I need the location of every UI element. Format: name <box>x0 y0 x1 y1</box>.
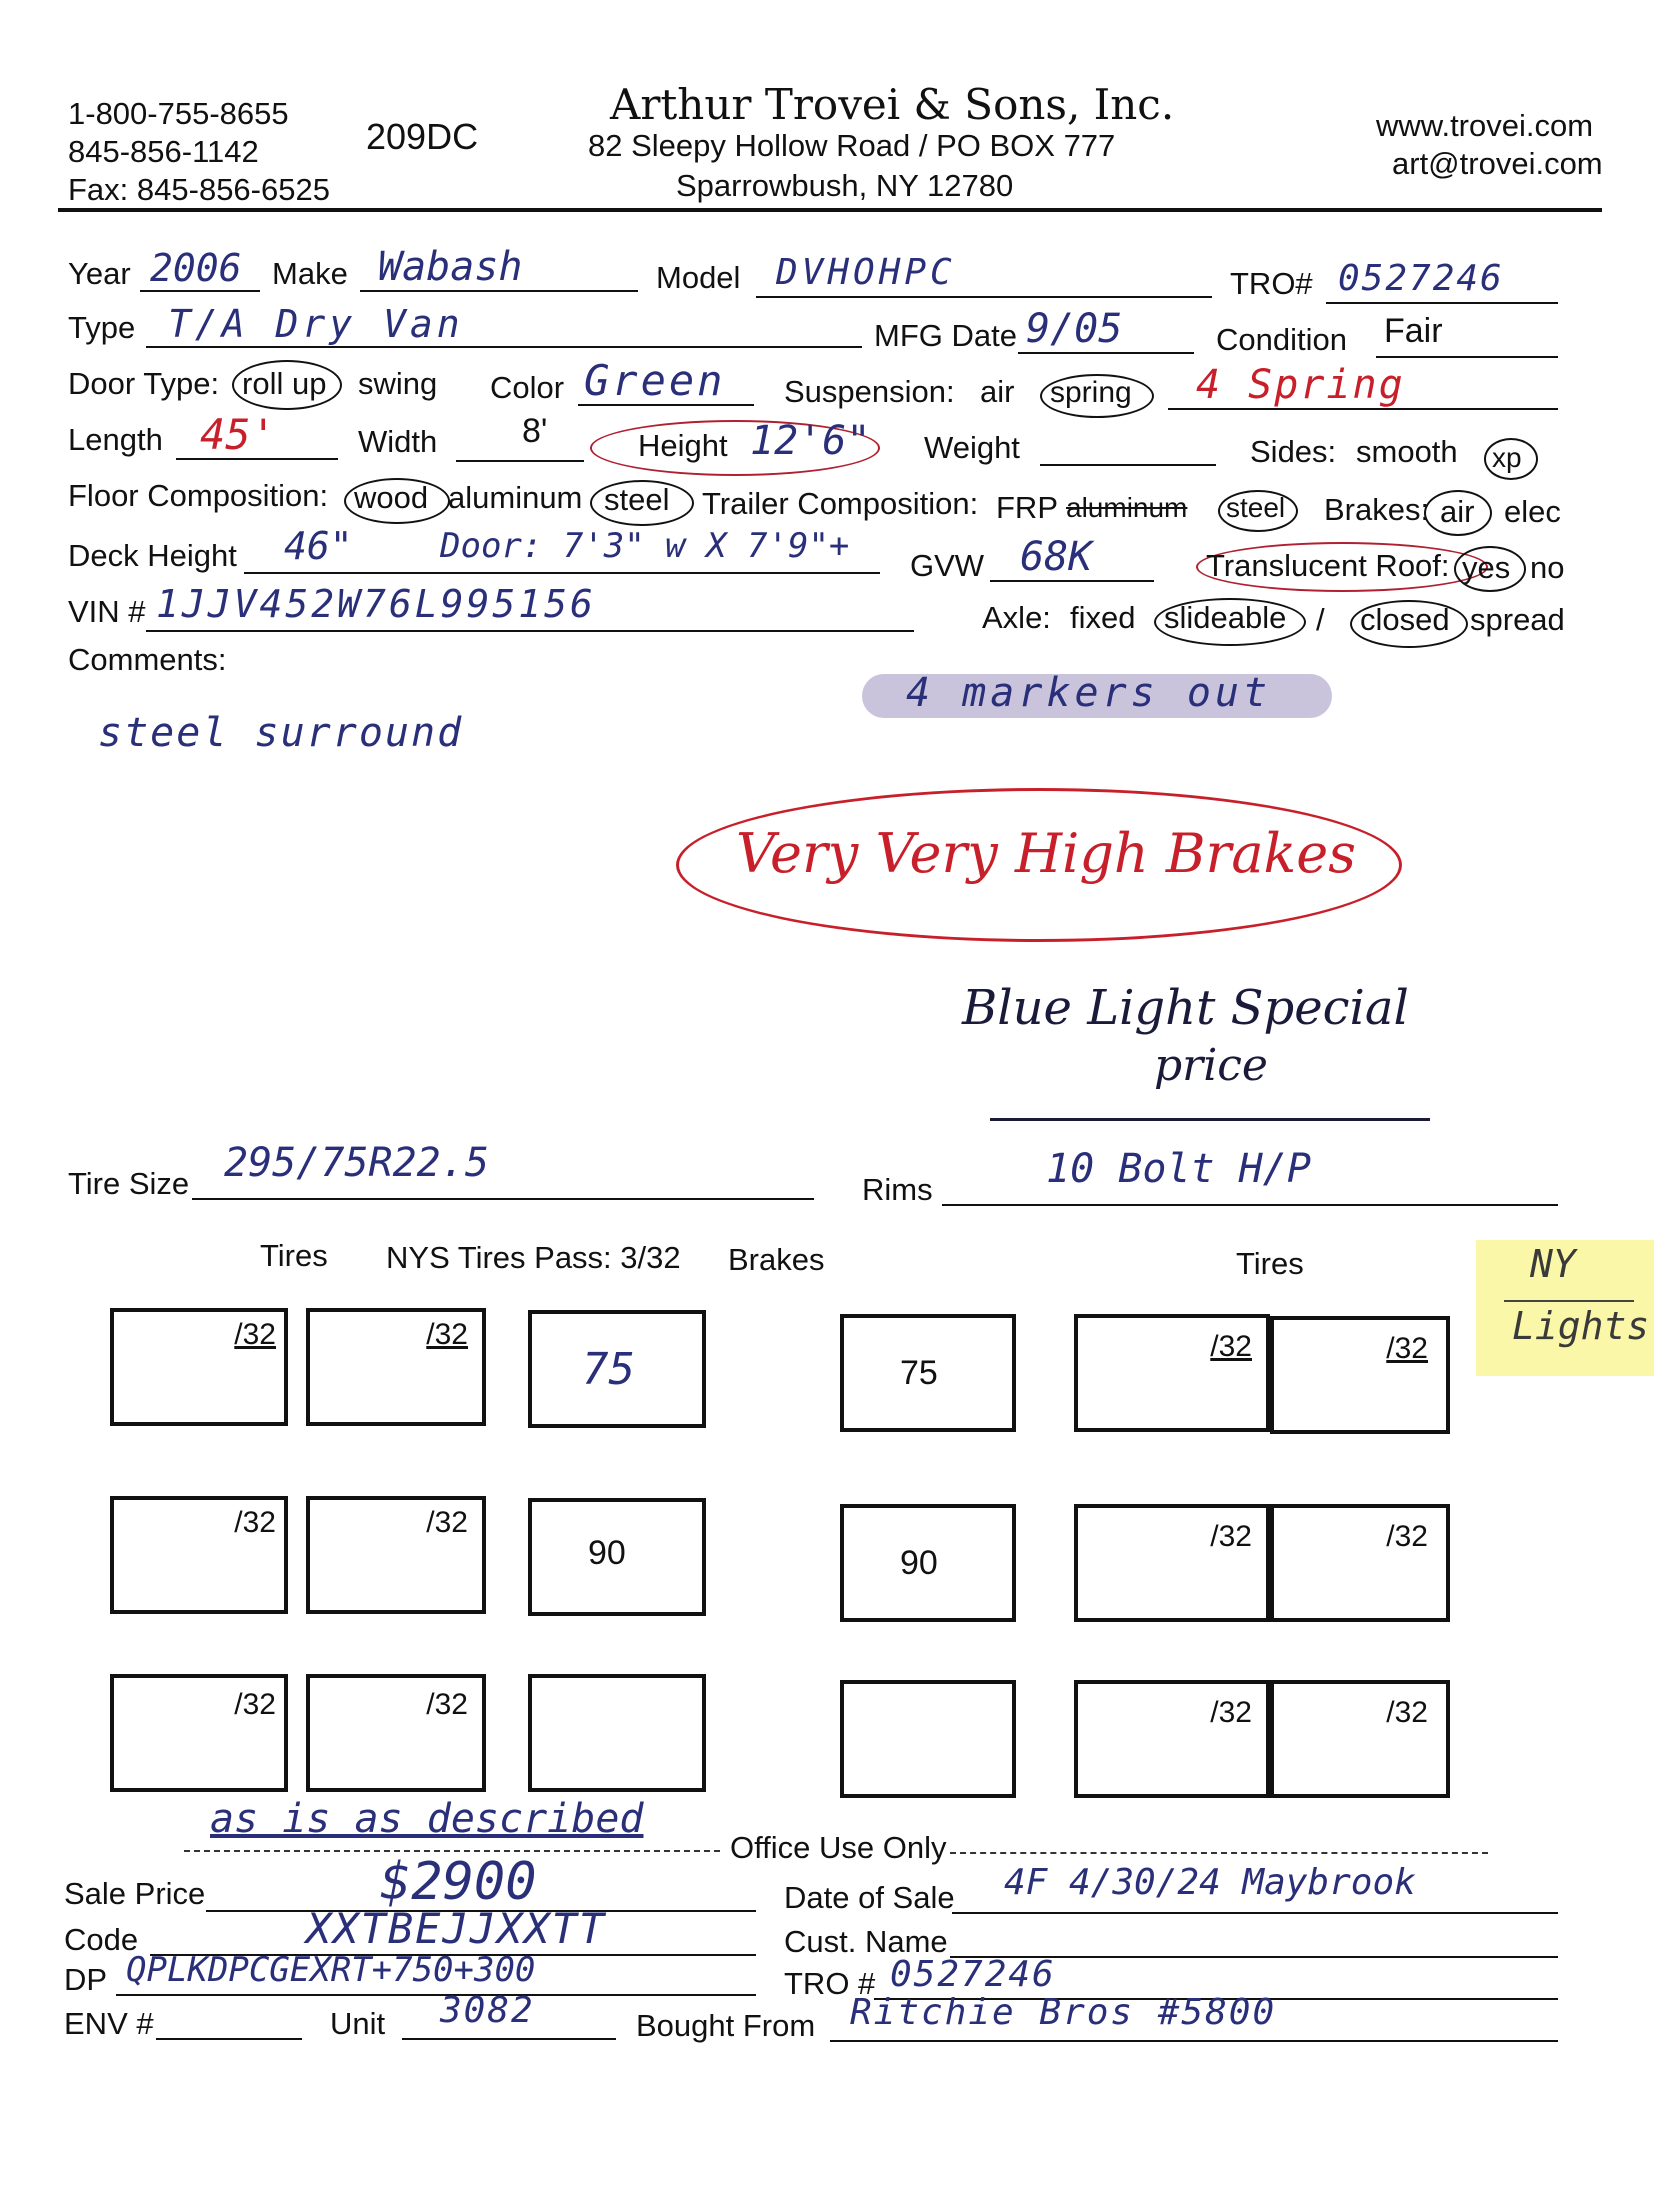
type-value: T/A Dry Van <box>168 302 464 346</box>
mfg-date-label: MFG Date <box>874 318 1017 353</box>
width-label: Width <box>358 424 438 459</box>
comment-steel-surround: steel surround <box>98 710 464 756</box>
door-roll-up-option[interactable]: roll up <box>242 366 327 401</box>
axle-closed-option[interactable]: closed <box>1360 602 1450 637</box>
floor-steel-option[interactable]: steel <box>604 482 670 517</box>
comment-high-brakes: Very Very High Brakes <box>736 822 1356 885</box>
tire-box-left-inner-2[interactable]: /32 <box>306 1496 486 1614</box>
floor-wood-option[interactable]: wood <box>354 480 429 515</box>
tire-size-value: 295/75R22.5 <box>224 1140 489 1186</box>
type-label: Type <box>68 310 136 345</box>
sale-note: as is as described <box>210 1796 644 1842</box>
gvw-value: 68K <box>1020 534 1093 580</box>
sale-price-label: Sale Price <box>64 1876 206 1911</box>
suspension-air-option[interactable]: air <box>980 374 1015 409</box>
axle-label: Axle: <box>982 600 1051 635</box>
brakes-air-option[interactable]: air <box>1440 494 1475 529</box>
tire-box-left-outer-1[interactable]: /32 <box>110 1308 288 1426</box>
trailer-composition-label: Trailer Composition: <box>702 486 979 521</box>
sides-label: Sides: <box>1250 434 1337 469</box>
make-value: Wabash <box>378 244 523 290</box>
brakes-elec-option[interactable]: elec <box>1504 494 1561 529</box>
floor-composition-label: Floor Composition: <box>68 478 329 513</box>
tro-office-label: TRO # <box>784 1966 876 2001</box>
deck-height-label: Deck Height <box>68 538 237 573</box>
tire-box-right-outer-2[interactable]: /32 <box>1270 1504 1450 1622</box>
brake-left-2-value: 90 <box>588 1534 626 1572</box>
comment-price: price <box>1154 1040 1268 1091</box>
code-value: XXTBEJJXXTT <box>306 1904 607 1953</box>
office-use-label: Office Use Only <box>730 1830 947 1865</box>
unit-value: 3082 <box>440 1990 535 2031</box>
tire-box-left-inner-1[interactable]: /32 <box>306 1308 486 1426</box>
condition-label: Condition <box>1216 322 1347 357</box>
comment-blue-light-special: Blue Light Special <box>962 980 1409 1036</box>
trailer-frp-option[interactable]: FRP <box>996 490 1058 525</box>
company-address-1: 82 Sleepy Hollow Road / PO BOX 777 <box>588 128 1116 163</box>
length-label: Length <box>68 422 163 457</box>
company-email: art@trovei.com <box>1392 146 1603 181</box>
translucent-roof-yes-option[interactable]: yes <box>1462 550 1511 585</box>
trailer-aluminum-option[interactable]: aluminum <box>1066 492 1188 523</box>
length-value: 45' <box>200 410 276 459</box>
translucent-roof-no-option[interactable]: no <box>1530 550 1565 585</box>
brake-box-left-3[interactable] <box>528 1674 706 1792</box>
sides-smooth-option[interactable]: smooth <box>1356 434 1458 469</box>
brake-right-2-value: 90 <box>900 1544 938 1582</box>
bought-from-label: Bought From <box>636 2008 816 2043</box>
brake-box-left-2[interactable] <box>528 1498 706 1616</box>
phone-1: 1-800-755-8655 <box>68 96 289 131</box>
brake-box-right-3[interactable] <box>840 1680 1016 1798</box>
height-label: Height <box>638 428 728 463</box>
tires-left-heading: Tires <box>260 1238 328 1273</box>
year-label: Year <box>68 256 131 291</box>
date-of-sale-label: Date of Sale <box>784 1880 955 1915</box>
year-value: 2006 <box>150 246 242 290</box>
dp-value: QPLKDPCGEXRT+750+300 <box>126 1950 536 1990</box>
make-label: Make <box>272 256 348 291</box>
height-value: 12'6" <box>750 418 871 464</box>
phone-2: 845-856-1142 <box>68 134 259 169</box>
tires-right-heading: Tires <box>1236 1246 1304 1281</box>
trailer-steel-option[interactable]: steel <box>1226 492 1286 523</box>
axle-divider: / <box>1316 602 1325 637</box>
code-label: Code <box>64 1922 139 1957</box>
axle-fixed-option[interactable]: fixed <box>1070 600 1136 635</box>
tire-box-right-outer-1[interactable]: /32 <box>1270 1316 1450 1434</box>
company-website: www.trovei.com <box>1376 108 1594 143</box>
sticky-note-line-1: NY <box>1530 1242 1576 1286</box>
rims-value: 10 Bolt H/P <box>1046 1146 1311 1192</box>
width-value: 8' <box>522 412 548 450</box>
rims-label: Rims <box>862 1172 933 1207</box>
unit-label: Unit <box>330 2006 386 2041</box>
tire-box-left-outer-3[interactable]: /32 <box>110 1674 288 1792</box>
tire-box-right-inner-3[interactable]: /32 <box>1074 1680 1270 1798</box>
condition-value: Fair <box>1384 312 1443 350</box>
dp-label: DP <box>64 1962 108 1997</box>
suspension-label: Suspension: <box>784 374 955 409</box>
vin-label: VIN # <box>68 594 146 629</box>
suspension-value: 4 Spring <box>1196 362 1405 408</box>
suspension-spring-option[interactable]: spring <box>1050 376 1132 409</box>
axle-slideable-option[interactable]: slideable <box>1164 600 1287 635</box>
door-swing-option[interactable]: swing <box>358 366 438 401</box>
tro-office-value: 0527246 <box>890 1954 1056 1995</box>
axle-spread-option[interactable]: spread <box>1470 602 1565 637</box>
tire-box-right-inner-1[interactable]: /32 <box>1074 1314 1270 1432</box>
weight-label: Weight <box>924 430 1020 465</box>
translucent-roof-label: Translucent Roof: <box>1206 548 1450 583</box>
bought-from-value: Ritchie Bros #5800 <box>850 1992 1277 2033</box>
gvw-label: GVW <box>910 548 985 583</box>
brake-box-right-1[interactable] <box>840 1314 1016 1432</box>
brake-box-left-1[interactable] <box>528 1310 706 1428</box>
cust-name-label: Cust. Name <box>784 1924 948 1959</box>
tire-box-right-outer-3[interactable]: /32 <box>1270 1680 1450 1798</box>
door-dimensions-value: Door: 7'3" w X 7'9"+ <box>440 526 850 566</box>
door-type-label: Door Type: <box>68 366 220 401</box>
tro-label: TRO# <box>1230 266 1313 301</box>
sticky-note-line-2: Lights <box>1512 1304 1650 1348</box>
tire-box-left-outer-2[interactable]: /32 <box>110 1496 288 1614</box>
model-value: DVHOHPC <box>776 252 956 293</box>
brake-left-1-value: 75 <box>582 1344 635 1395</box>
deck-height-value: 46" <box>284 524 353 568</box>
nys-tires-pass-heading: NYS Tires Pass: 3/32 <box>386 1240 681 1275</box>
date-of-sale-value: 4F 4/30/24 Maybrook <box>1004 1862 1416 1903</box>
form-code: 209DC <box>366 116 479 157</box>
floor-aluminum-option[interactable]: aluminum <box>448 480 583 515</box>
fax-number: Fax: 845-856-6525 <box>68 172 330 207</box>
tire-size-label: Tire Size <box>68 1166 190 1201</box>
comment-markers-out: 4 markers out <box>906 670 1272 716</box>
company-address-2: Sparrowbush, NY 12780 <box>676 168 1014 203</box>
model-label: Model <box>656 260 741 295</box>
tro-value: 0527246 <box>1338 258 1504 299</box>
header-divider <box>58 208 1602 212</box>
env-label: ENV # <box>64 2006 154 2041</box>
brakes-heading: Brakes <box>728 1242 825 1277</box>
company-name: Arthur Trovei & Sons, Inc. <box>610 80 1175 129</box>
brake-box-right-2[interactable] <box>840 1504 1016 1622</box>
tire-box-left-inner-3[interactable]: /32 <box>306 1674 486 1792</box>
brakes-label: Brakes: <box>1324 492 1430 527</box>
color-label: Color <box>490 370 565 405</box>
brake-right-1-value: 75 <box>900 1354 938 1392</box>
sale-price-value: $2900 <box>380 1852 537 1912</box>
vin-value: 1JJV452W76L995156 <box>156 582 596 626</box>
sides-xp-option[interactable]: xp <box>1492 442 1522 473</box>
tire-box-right-inner-2[interactable]: /32 <box>1074 1504 1270 1622</box>
mfg-date-value: 9/05 <box>1026 306 1123 352</box>
color-value: Green <box>584 356 726 405</box>
comments-label: Comments: <box>68 642 227 677</box>
comment-underline <box>990 1118 1430 1121</box>
